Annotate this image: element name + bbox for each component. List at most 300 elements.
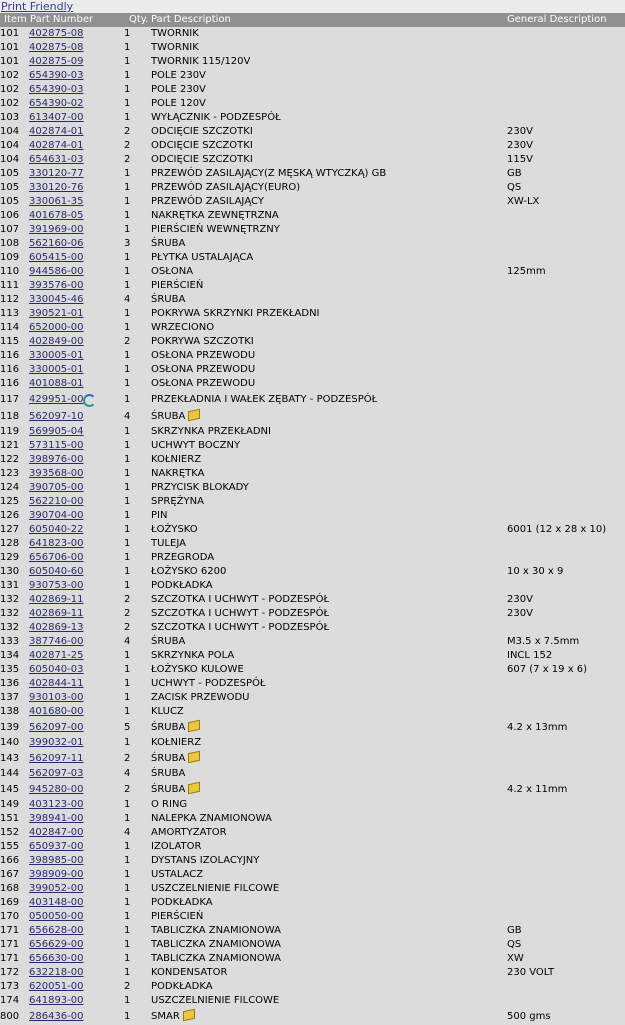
part-number-link[interactable]: 654631-03: [29, 154, 84, 165]
item-number: 134: [0, 650, 20, 661]
part-description: SMAR: [151, 1011, 180, 1022]
part-description-cell: [151, 125, 253, 139]
item-number: 172: [0, 967, 20, 978]
item-number: 111: [0, 280, 20, 291]
part-description: PODKŁADKA: [151, 897, 213, 908]
part-number-link[interactable]: 402844-11: [29, 678, 84, 689]
part-description: SZCZOTKA I UCHWYT - PODZESPÓŁ: [151, 622, 330, 633]
part-number-link[interactable]: 390704-00: [29, 510, 84, 521]
part-description: ODCIĘCIE SZCZOTKI: [151, 126, 253, 137]
note-icon[interactable]: [188, 409, 200, 422]
table-row: [0, 153, 625, 167]
quantity: 1: [124, 552, 131, 563]
table-row: [0, 649, 625, 663]
part-description-cell: [151, 307, 320, 321]
table-row: [0, 237, 625, 251]
item-number: 800: [0, 1011, 20, 1022]
item-number: 116: [0, 378, 20, 389]
part-number-link[interactable]: 330061-35: [29, 196, 84, 207]
note-icon[interactable]: [188, 720, 200, 733]
part-description-cell: [151, 111, 281, 125]
part-number-link[interactable]: 330120-77: [29, 168, 84, 179]
quantity: 2: [124, 608, 131, 619]
part-number-link[interactable]: 390521-01: [29, 308, 84, 319]
table-row: [0, 453, 625, 467]
item-number: 126: [0, 510, 20, 521]
table-row: [0, 826, 625, 840]
part-description-cell: [151, 621, 329, 635]
table-row: [0, 736, 625, 750]
part-description-cell: [151, 265, 193, 279]
part-number-link[interactable]: 573115-00: [29, 440, 84, 451]
part-number-link[interactable]: 945280-00: [29, 784, 84, 795]
part-number-link[interactable]: 641893-00: [29, 995, 84, 1006]
table-row: [0, 882, 625, 896]
part-description: ŚRUBA: [151, 722, 186, 733]
item-number: 135: [0, 664, 20, 675]
item-number: 137: [0, 692, 20, 703]
item-number: 149: [0, 799, 20, 810]
part-number-link[interactable]: 401088-01: [29, 378, 84, 389]
part-description: KONDENSATOR: [151, 967, 228, 978]
item-number: 105: [0, 196, 20, 207]
part-number-link[interactable]: 393576-00: [29, 280, 84, 291]
item-number: 170: [0, 911, 20, 922]
item-number: 113: [0, 308, 20, 319]
table-row: [0, 719, 625, 736]
quantity: 1: [124, 799, 131, 810]
part-number-link[interactable]: 402875-08: [29, 42, 84, 53]
item-number: 104: [0, 154, 20, 165]
table-row: [0, 307, 625, 321]
table-row: [0, 663, 625, 677]
table-row: [0, 97, 625, 111]
part-description-cell: [151, 523, 198, 537]
header-qty: Qty.: [129, 14, 149, 25]
part-number-link[interactable]: 429951-00: [29, 394, 84, 405]
part-number-link[interactable]: 402849-00: [29, 336, 84, 347]
part-number-link[interactable]: 402847-00: [29, 827, 84, 838]
part-number-link[interactable]: 650937-00: [29, 841, 84, 852]
part-number-link[interactable]: 605040-60: [29, 566, 84, 577]
part-description: PIERŚCIEŃ WEWNĘTRZNY: [151, 224, 280, 235]
quantity: 1: [124, 42, 131, 53]
item-number: 102: [0, 98, 20, 109]
part-description: NAKRĘTKA: [151, 468, 205, 479]
item-number: 122: [0, 454, 20, 465]
part-description: SZCZOTKA I UCHWYT - PODZESPÓŁ: [151, 594, 330, 605]
part-description: ŚRUBA: [151, 768, 186, 779]
part-number-link[interactable]: 402869-11: [29, 608, 84, 619]
part-number-link[interactable]: 402871-25: [29, 650, 84, 661]
part-number-link[interactable]: 605040-22: [29, 524, 84, 535]
table-row: [0, 495, 625, 509]
table-row: [0, 335, 625, 349]
item-number: 168: [0, 883, 20, 894]
part-number-link[interactable]: 562160-06: [29, 238, 84, 249]
print-friendly-link[interactable]: Print Friendly: [1, 0, 74, 13]
part-number-link[interactable]: 605040-03: [29, 664, 84, 675]
part-number-link[interactable]: 390705-00: [29, 482, 84, 493]
part-description-cell: [151, 1008, 195, 1025]
table-row: [0, 209, 625, 223]
table-row: [0, 798, 625, 812]
item-number: 171: [0, 953, 20, 964]
substitution-icon[interactable]: [83, 394, 96, 407]
quantity: 1: [124, 322, 131, 333]
part-description: NALEPKA ZNAMIONOWA: [151, 813, 272, 824]
part-description-cell: [151, 69, 206, 83]
part-number-link[interactable]: 402874-01: [29, 126, 84, 137]
quantity: 4: [124, 294, 131, 305]
part-description-cell: [151, 181, 300, 195]
part-number-link[interactable]: 330045-46: [29, 294, 84, 305]
quantity: 1: [124, 692, 131, 703]
part-description: KOŁNIERZ: [151, 454, 202, 465]
part-description: TWORNIK: [151, 42, 199, 53]
quantity: 1: [124, 454, 131, 465]
quantity: 1: [124, 706, 131, 717]
table-row: [0, 321, 625, 335]
item-number: 125: [0, 496, 20, 507]
item-number: 131: [0, 580, 20, 591]
item-number: 101: [0, 28, 20, 39]
table-row: [0, 938, 625, 952]
part-description-cell: [151, 812, 272, 826]
item-number: 133: [0, 636, 20, 647]
part-number-link[interactable]: 402869-11: [29, 594, 84, 605]
part-description: OSŁONA PRZEWODU: [151, 364, 256, 375]
quantity: 1: [124, 925, 131, 936]
quantity: 4: [124, 636, 131, 647]
part-description-cell: [151, 453, 201, 467]
table-row: [0, 377, 625, 391]
part-description: UCHWYT - PODZESPÓŁ: [151, 678, 266, 689]
table-row: [0, 223, 625, 237]
general-description: M3.5 x 7.5mm: [507, 636, 580, 647]
item-number: 104: [0, 126, 20, 137]
quantity: 2: [124, 336, 131, 347]
part-number-link[interactable]: 403148-00: [29, 897, 84, 908]
table-row: [0, 767, 625, 781]
part-description-cell: [151, 750, 200, 767]
part-description: PIN: [151, 510, 168, 521]
item-number: 151: [0, 813, 20, 824]
quantity: 1: [124, 224, 131, 235]
quantity: 2: [124, 622, 131, 633]
part-number-link[interactable]: 569905-04: [29, 426, 84, 437]
item-number: 114: [0, 322, 20, 333]
part-number-link[interactable]: 641823-00: [29, 538, 84, 549]
part-number-link[interactable]: 562210-00: [29, 496, 84, 507]
part-number-link[interactable]: 656629-00: [29, 939, 84, 950]
table-row: [0, 83, 625, 97]
quantity: 1: [124, 580, 131, 591]
general-description: GB: [507, 168, 522, 179]
table-row: [0, 966, 625, 980]
general-description: QS: [507, 939, 522, 950]
general-description: 125mm: [507, 266, 546, 277]
item-number: 173: [0, 981, 20, 992]
table-row: [0, 363, 625, 377]
part-number-link[interactable]: 620051-00: [29, 981, 84, 992]
item-number: 167: [0, 869, 20, 880]
part-description-cell: [151, 854, 259, 868]
part-number-link[interactable]: 656706-00: [29, 552, 84, 563]
part-description-cell: [151, 826, 227, 840]
item-number: 169: [0, 897, 20, 908]
quantity: 1: [124, 1011, 131, 1022]
part-description-cell: [151, 97, 206, 111]
quantity: 1: [124, 510, 131, 521]
item-number: 121: [0, 440, 20, 451]
table-row: [0, 167, 625, 181]
part-number-link[interactable]: 286436-00: [29, 1011, 84, 1022]
item-number: 104: [0, 140, 20, 151]
parts-table-body: [0, 27, 625, 1025]
part-description-cell: [151, 551, 214, 565]
quantity: 1: [124, 378, 131, 389]
part-number-link[interactable]: 562097-10: [29, 411, 84, 422]
note-icon[interactable]: [183, 1009, 195, 1022]
quantity: 4: [124, 768, 131, 779]
general-description: 4.2 x 13mm: [507, 722, 568, 733]
table-row: [0, 41, 625, 55]
note-icon[interactable]: [188, 782, 200, 795]
part-number-link[interactable]: 399052-00: [29, 883, 84, 894]
part-description: PRZEWÓD ZASILAJĄCY: [151, 196, 264, 207]
part-description: SZCZOTKA I UCHWYT - PODZESPÓŁ: [151, 608, 330, 619]
item-number: 152: [0, 827, 20, 838]
part-number-link[interactable]: 656628-00: [29, 925, 84, 936]
part-number-link[interactable]: 391969-00: [29, 224, 84, 235]
item-number: 140: [0, 737, 20, 748]
quantity: 1: [124, 252, 131, 263]
part-description: TABLICZKA ZNAMIONOWA: [151, 953, 281, 964]
part-number-link[interactable]: 632218-00: [29, 967, 84, 978]
part-number-link[interactable]: 613407-00: [29, 112, 84, 123]
part-number-link[interactable]: 398909-00: [29, 869, 84, 880]
quantity: 1: [124, 911, 131, 922]
part-description-cell: [151, 798, 187, 812]
part-description-cell: [151, 910, 203, 924]
part-number-link[interactable]: 401680-00: [29, 706, 84, 717]
part-description: O RING: [151, 799, 188, 810]
item-number: 129: [0, 552, 20, 563]
part-number-link[interactable]: 654390-03: [29, 84, 84, 95]
quantity: 2: [124, 784, 131, 795]
part-description-cell: [151, 335, 254, 349]
part-description-cell: [151, 767, 185, 781]
quantity: 1: [124, 28, 131, 39]
part-description-cell: [151, 237, 185, 251]
part-number-link[interactable]: 401678-05: [29, 210, 84, 221]
table-row: [0, 551, 625, 565]
part-description: PRZEGRODA: [151, 552, 215, 563]
part-number-link[interactable]: 330005-01: [29, 364, 84, 375]
part-description-cell: [151, 868, 203, 882]
part-description-cell: [151, 924, 281, 938]
quantity: 2: [124, 594, 131, 605]
part-description: PRZYCISK BLOKADY: [151, 482, 249, 493]
part-number-link[interactable]: 393568-00: [29, 468, 84, 479]
general-description: 607 (7 x 19 x 6): [507, 664, 588, 675]
quantity: 1: [124, 350, 131, 361]
table-row: [0, 750, 625, 767]
table-row: [0, 812, 625, 826]
quantity: 4: [124, 411, 131, 422]
part-description-cell: [151, 593, 329, 607]
quantity: 1: [124, 737, 131, 748]
quantity: 2: [124, 126, 131, 137]
quantity: 1: [124, 266, 131, 277]
part-number-link[interactable]: 656630-00: [29, 953, 84, 964]
general-description: 500 gms: [507, 1011, 551, 1022]
part-number-link[interactable]: 050050-00: [29, 911, 84, 922]
part-number-link[interactable]: 652000-00: [29, 322, 84, 333]
part-description: SKRZYNKA POLA: [151, 650, 235, 661]
part-description-cell: [151, 607, 329, 621]
item-number: 102: [0, 70, 20, 81]
part-description: POLE 230V: [151, 70, 206, 81]
quantity: 1: [124, 664, 131, 675]
part-number-link[interactable]: 398985-00: [29, 855, 84, 866]
part-description-cell: [151, 736, 201, 750]
quantity: 1: [124, 566, 131, 577]
item-number: 105: [0, 168, 20, 179]
quantity: 1: [124, 538, 131, 549]
part-description-cell: [151, 565, 226, 579]
quantity: 1: [124, 426, 131, 437]
part-number-link[interactable]: 330005-01: [29, 350, 84, 361]
table-row: [0, 439, 625, 453]
table-row: [0, 425, 625, 439]
general-description: 4.2 x 11mm: [507, 784, 568, 795]
part-number-link[interactable]: 402874-01: [29, 140, 84, 151]
table-row: [0, 408, 625, 425]
part-number-link[interactable]: 654390-03: [29, 70, 84, 81]
part-description-cell: [151, 719, 200, 736]
part-number-link[interactable]: 387746-00: [29, 636, 84, 647]
part-description-cell: [151, 882, 279, 896]
part-description: PRZEWÓD ZASILAJĄCY(EURO): [151, 182, 301, 193]
part-description-cell: [151, 425, 271, 439]
part-description-cell: [151, 293, 185, 307]
part-description: ŚRUBA: [151, 294, 186, 305]
part-description-cell: [151, 349, 255, 363]
part-description-cell: [151, 635, 185, 649]
part-number-link[interactable]: 562097-11: [29, 753, 84, 764]
quantity: 1: [124, 841, 131, 852]
table-row: [0, 509, 625, 523]
general-description: 230V: [507, 140, 533, 151]
table-row: [0, 125, 625, 139]
part-description-cell: [151, 55, 250, 69]
part-number-link[interactable]: 402875-08: [29, 28, 84, 39]
item-number: 115: [0, 336, 20, 347]
item-number: 155: [0, 841, 20, 852]
item-number: 106: [0, 210, 20, 221]
general-description: XW-LX: [507, 196, 540, 207]
part-number-link[interactable]: 398976-00: [29, 454, 84, 465]
part-number-link[interactable]: 398941-00: [29, 813, 84, 824]
item-number: 166: [0, 855, 20, 866]
quantity: 5: [124, 722, 131, 733]
part-number-link[interactable]: 403123-00: [29, 799, 84, 810]
table-header: [0, 13, 625, 27]
table-row: [0, 691, 625, 705]
part-description-cell: [151, 279, 203, 293]
table-row: [0, 994, 625, 1008]
item-number: 145: [0, 784, 20, 795]
part-description-cell: [151, 167, 386, 181]
part-description: PRZEKŁADNIA I WAŁEK ZĘBATY - PODZESPÓŁ: [151, 394, 378, 405]
part-number-link[interactable]: 930753-00: [29, 580, 84, 591]
part-description-cell: [151, 840, 201, 854]
part-number-link[interactable]: 562097-03: [29, 768, 84, 779]
part-description: POKRYWA SZCZOTKI: [151, 336, 254, 347]
part-number-link[interactable]: 944586-00: [29, 266, 84, 277]
part-number-link[interactable]: 562097-00: [29, 722, 84, 733]
quantity: 2: [124, 981, 131, 992]
part-number-link[interactable]: 399032-01: [29, 737, 84, 748]
part-description: ŁOŻYSKO 6200: [151, 566, 227, 577]
quantity: 1: [124, 182, 131, 193]
note-icon[interactable]: [188, 751, 200, 764]
part-description-cell: [151, 41, 199, 55]
part-description: PODKŁADKA: [151, 580, 213, 591]
part-description: TWORNIK 115/120V: [151, 56, 251, 67]
part-description: ŚRUBA: [151, 784, 186, 795]
quantity: 1: [124, 967, 131, 978]
part-description: ŚRUBA: [151, 753, 186, 764]
item-number: 171: [0, 939, 20, 950]
part-description: TULEJA: [151, 538, 186, 549]
item-number: 143: [0, 753, 20, 764]
table-row: [0, 251, 625, 265]
quantity: 2: [124, 140, 131, 151]
table-row: [0, 181, 625, 195]
part-number-link[interactable]: 654390-02: [29, 98, 84, 109]
part-description-cell: [151, 649, 234, 663]
table-row: [0, 391, 625, 408]
table-row: [0, 69, 625, 83]
part-number-link[interactable]: 402875-09: [29, 56, 84, 67]
table-row: [0, 565, 625, 579]
top-bar: [0, 0, 625, 13]
part-number-link[interactable]: 930103-00: [29, 692, 84, 703]
quantity: 1: [124, 394, 131, 405]
part-number-link[interactable]: 330120-76: [29, 182, 84, 193]
part-description-cell: [151, 579, 213, 593]
quantity: 1: [124, 210, 131, 221]
part-description-cell: [151, 391, 377, 408]
quantity: 1: [124, 496, 131, 507]
part-description: PIERŚCIEŃ: [151, 911, 204, 922]
header-general-description: General Description: [507, 14, 607, 25]
general-description: XW: [507, 953, 524, 964]
general-description: INCL 152: [507, 650, 553, 661]
item-number: 102: [0, 84, 20, 95]
part-description-cell: [151, 994, 279, 1008]
part-number-link[interactable]: 605415-00: [29, 252, 84, 263]
part-number-link[interactable]: 402869-13: [29, 622, 84, 633]
part-description: ŚRUBA: [151, 636, 186, 647]
quantity: 1: [124, 813, 131, 824]
table-row: [0, 467, 625, 481]
part-description-cell: [151, 223, 280, 237]
general-description: GB: [507, 925, 522, 936]
